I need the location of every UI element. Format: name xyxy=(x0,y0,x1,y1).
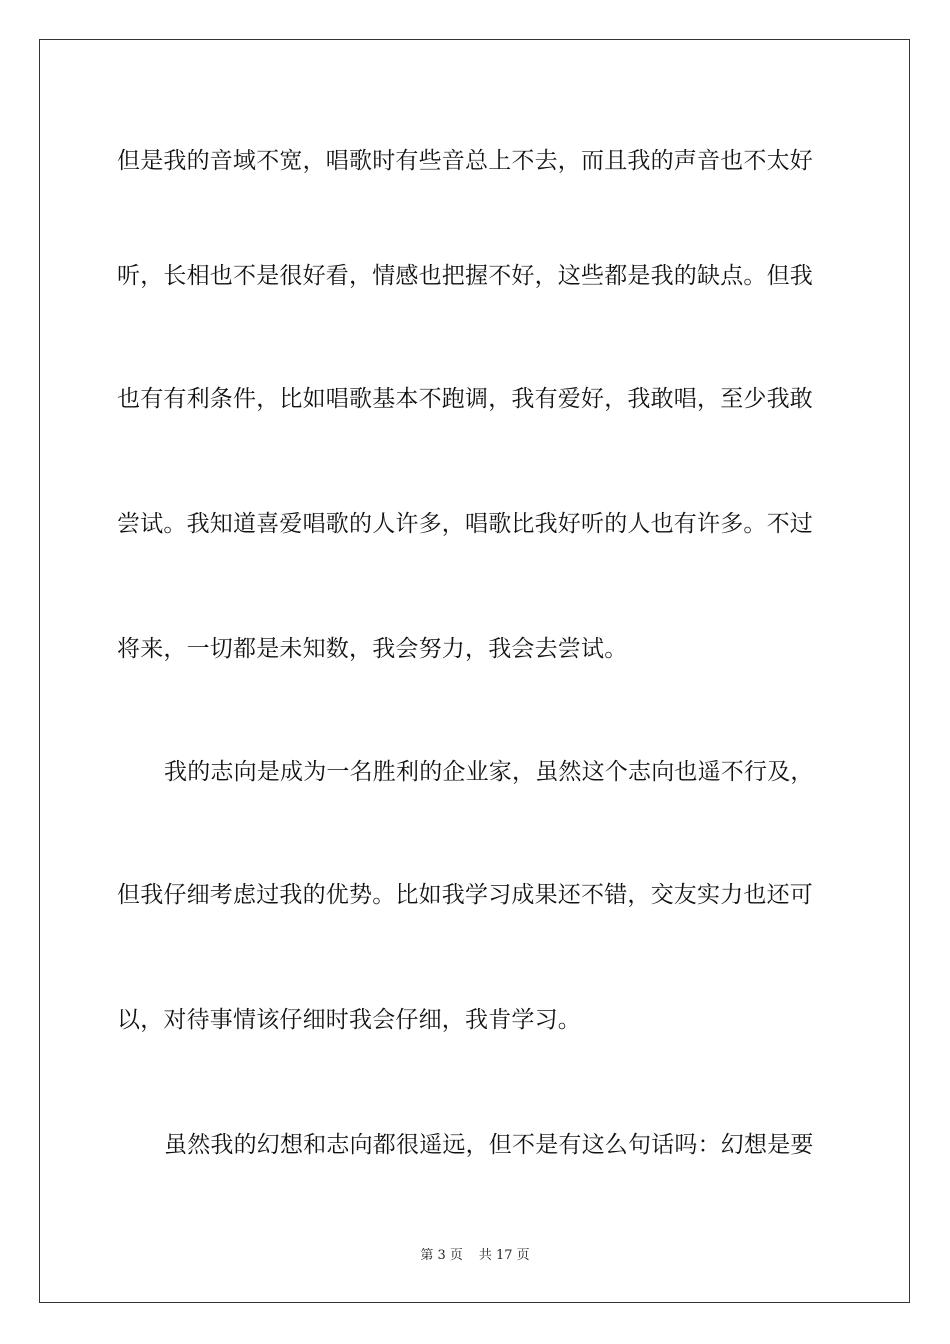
page-footer xyxy=(0,1247,950,1265)
body-line-3: 也有有利条件，比如唱歌基本不跑调，我有爱好，我敢唱，至少我敢 xyxy=(117,386,813,412)
body-line-4: 尝试。我知道喜爱唱歌的人许多，唱歌比我好听的人也有许多。不过 xyxy=(117,511,813,537)
paragraph-2-line-1: 我的志向是成为一名胜利的企业家，虽然这个志向也遥不行及， xyxy=(164,759,814,785)
paragraph-2-line-2: 但我仔细考虑过我的优势。比如我学习成果还不错，交友实力也还可 xyxy=(117,882,813,908)
body-line-1: 但是我的音域不宽，唱歌时有些音总上不去，而且我的声音也不太好 xyxy=(117,148,813,174)
body-line-2: 听，长相也不是很好看，情感也把握不好，这些都是我的缺点。但我 xyxy=(117,263,813,289)
paragraph-3-line-1: 虽然我的幻想和志向都很遥远，但不是有这么句话吗：幻想是要 xyxy=(164,1132,814,1158)
page-total: 共 17 页 xyxy=(478,1248,530,1263)
body-line-5: 将来，一切都是未知数，我会努力，我会去尝试。 xyxy=(117,636,628,662)
page-number: 第 3 页 xyxy=(420,1248,463,1263)
page-frame xyxy=(39,39,910,1303)
paragraph-2-line-3: 以，对待事情该仔细时我会仔细，我肯学习。 xyxy=(117,1007,581,1033)
